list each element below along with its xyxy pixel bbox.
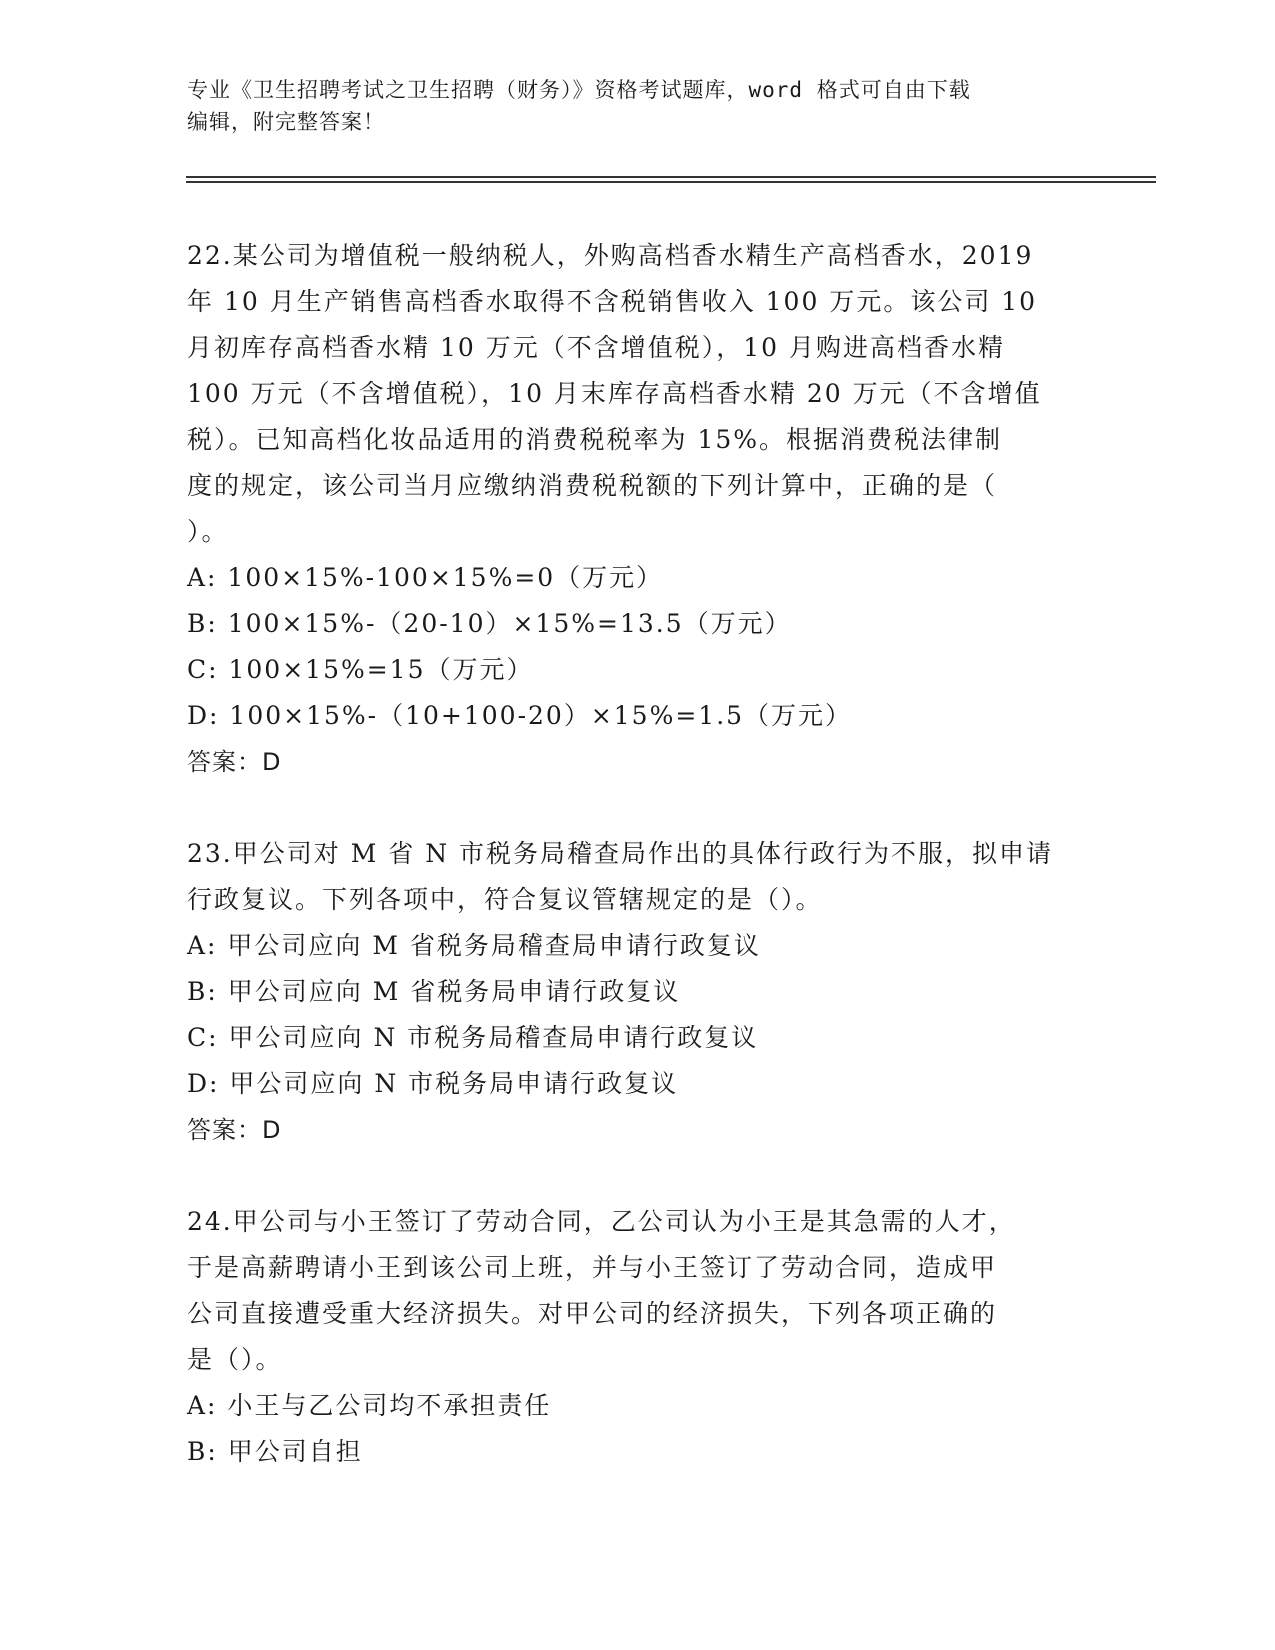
question-text-line: 24.甲公司与小王签订了劳动合同，乙公司认为小王是其急需的人才，: [187, 1207, 1016, 1236]
question-text-line: 税）。已知高档化妆品适用的消费税税率为 15%。根据消费税法律制: [187, 425, 1003, 454]
option-a: A: 小王与乙公司均不承担责任: [187, 1391, 552, 1420]
header-divider-top: [186, 176, 1156, 178]
option-b: B: 100×15%-（20-10）×15%=13.5（万元）: [187, 609, 792, 638]
option-d: D: 100×15%-（10+100-20）×15%=1.5（万元）: [187, 701, 853, 730]
header-line-1: 专业《卫生招聘考试之卫生招聘（财务）》资格考试题库，word 格式可自由下载: [187, 78, 971, 102]
question-list: [187, 233, 1087, 1475]
answer: 答案：D: [187, 1116, 282, 1144]
question-text-line: 于是高薪聘请小王到该公司上班，并与小王签订了劳动合同，造成甲: [187, 1253, 998, 1282]
question-text-line: 公司直接遭受重大经济损失。对甲公司的经济损失，下列各项正确的: [187, 1299, 998, 1328]
question-text-line: ）。: [187, 517, 229, 546]
option-b: B: 甲公司应向 M 省税务局申请行政复议: [187, 977, 681, 1006]
question-text-line: 年 10 月生产销售高档香水取得不含税销售收入 100 万元。该公司 10: [187, 287, 1038, 316]
question-text-line: 22.某公司为增值税一般纳税人，外购高档香水精生产高档香水，2019: [187, 241, 1034, 270]
document-header: [187, 74, 1087, 138]
answer: 答案：D: [187, 748, 282, 776]
header-line-2: 编辑，附完整答案！: [187, 110, 385, 134]
question-text-line: 度的规定，该公司当月应缴纳消费税税额的下列计算中，正确的是（: [187, 471, 998, 500]
option-b: B: 甲公司自担: [187, 1437, 363, 1466]
option-c: C: 甲公司应向 N 市税务局稽查局申请行政复议: [187, 1023, 759, 1052]
option-d: D: 甲公司应向 N 市税务局申请行政复议: [187, 1069, 679, 1098]
question-text-line: 是（）。: [187, 1345, 283, 1374]
question-24: [187, 1199, 1087, 1475]
question-23: [187, 831, 1087, 1153]
question-text-line: 23.甲公司对 M 省 N 市税务局稽查局作出的具体行政行为不服，拟申请: [187, 839, 1054, 868]
question-text-line: 月初库存高档香水精 10 万元（不含增值税），10 月购进高档香水精: [187, 333, 1005, 362]
option-a: A: 甲公司应向 M 省税务局稽查局申请行政复议: [187, 931, 761, 960]
question-text-line: 100 万元（不含增值税），10 月末库存高档香水精 20 万元（不含增值: [187, 379, 1042, 408]
header-divider-bottom: [186, 181, 1156, 183]
question-22: [187, 233, 1087, 785]
option-c: C: 100×15%=15（万元）: [187, 655, 534, 684]
question-text-line: 行政复议。下列各项中，符合复议管辖规定的是（）。: [187, 885, 823, 914]
option-a: A: 100×15%-100×15%=0（万元）: [187, 563, 664, 592]
